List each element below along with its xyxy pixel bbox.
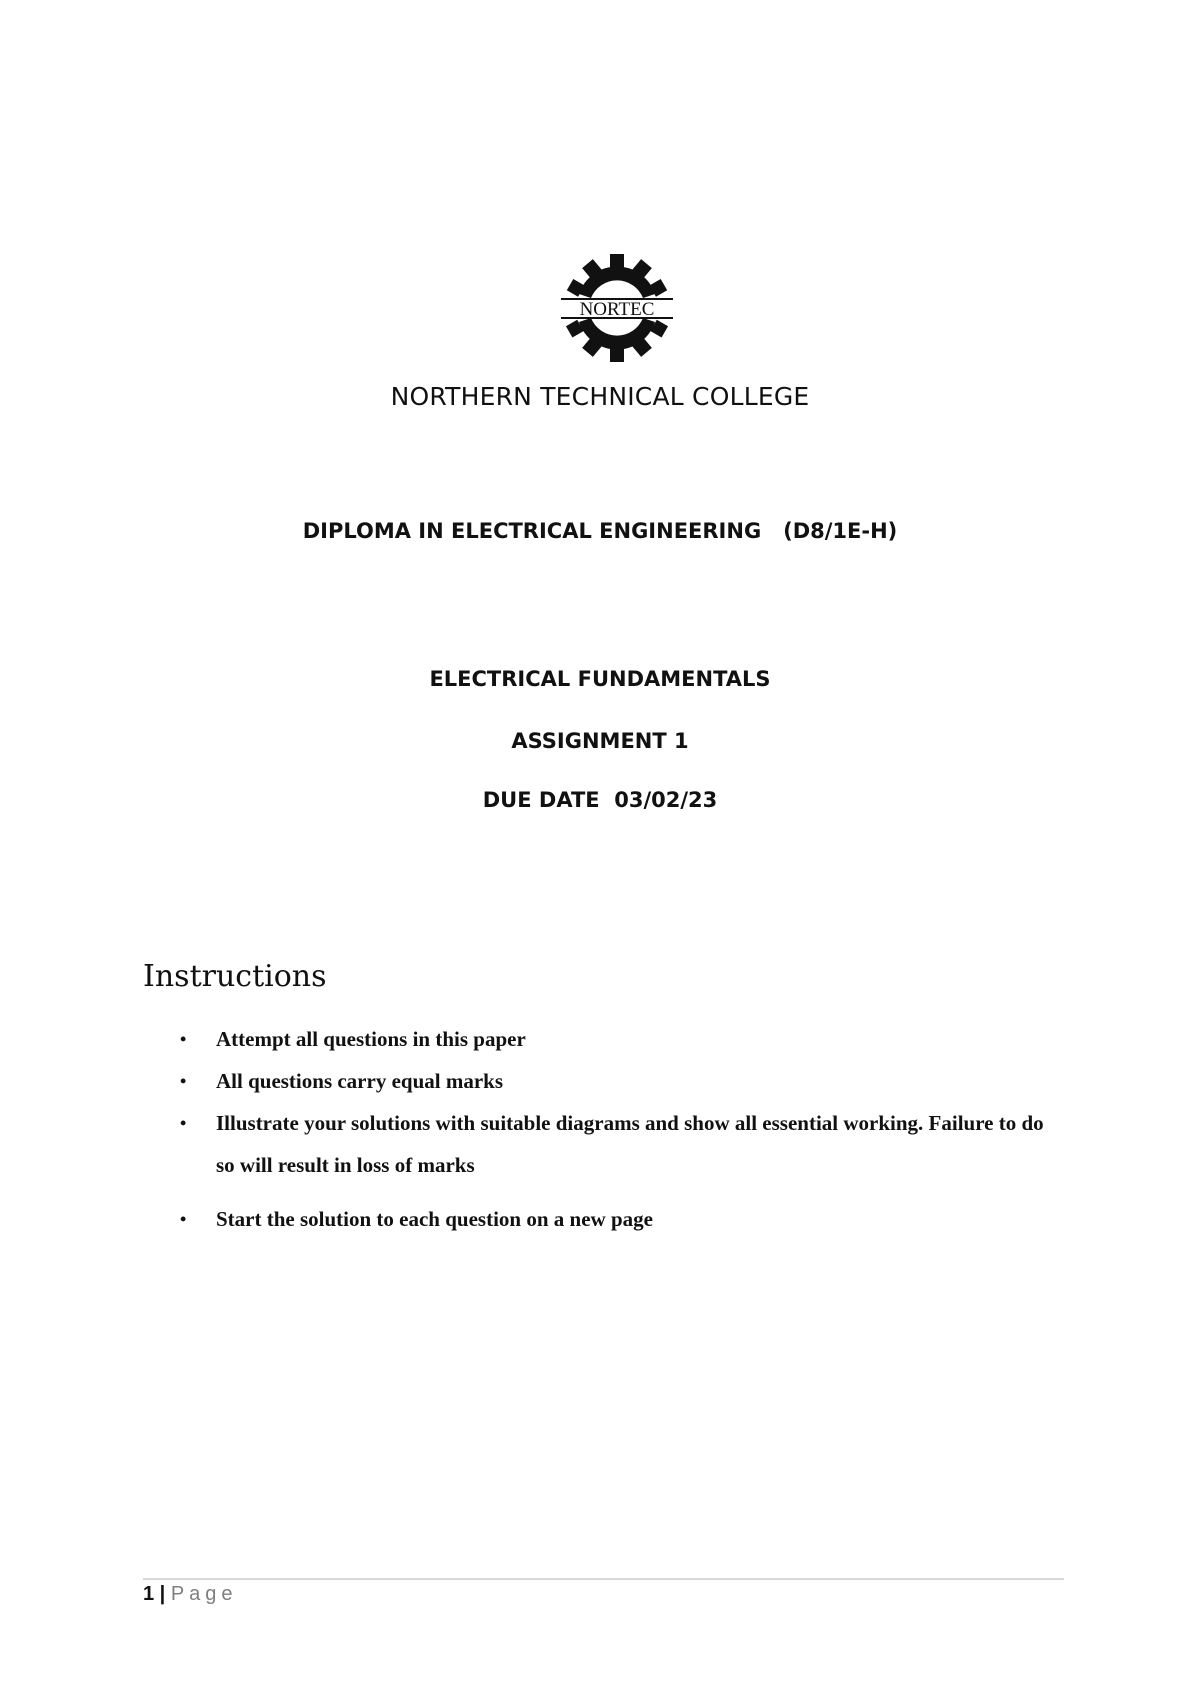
- diploma-title: DIPLOMA IN ELECTRICAL ENGINEERING (D8/1E-H): [302, 519, 898, 543]
- list-item: [0, 1018, 1200, 1060]
- assignment-title: ASSIGNMENT 1: [511, 729, 689, 753]
- instruction-list: [0, 1018, 1200, 1240]
- gear-logo-icon: [557, 252, 677, 364]
- instruction-text: Start the solution to each question on a new page: [216, 1207, 653, 1231]
- list-item: [0, 1198, 1200, 1240]
- page-label: Page: [170, 1583, 238, 1605]
- instructions-heading: Instructions: [143, 959, 327, 994]
- list-item: [0, 1102, 1200, 1186]
- list-item: [0, 1060, 1200, 1102]
- due-date: DUE DATE 03/02/23: [482, 788, 718, 812]
- bullet-icon: •: [180, 1209, 187, 1229]
- page-footer: [143, 1583, 238, 1606]
- instruction-text: Attempt all questions in this paper: [216, 1027, 526, 1051]
- instruction-text: Illustrate your solutions with suitable diagrams and show all essential working. Failure to do so will result in loss of marks: [216, 1111, 1044, 1177]
- page-number: 1: [143, 1583, 155, 1605]
- footer-divider: [143, 1578, 1064, 1580]
- college-logo: [557, 252, 677, 364]
- bullet-icon: •: [180, 1029, 187, 1049]
- subject-title: ELECTRICAL FUNDAMENTALS: [429, 667, 771, 691]
- college-name: NORTHERN TECHNICAL COLLEGE: [390, 382, 810, 411]
- bullet-icon: •: [180, 1071, 187, 1091]
- footer-separator: |: [154, 1583, 171, 1605]
- instruction-text: All questions carry equal marks: [216, 1069, 504, 1093]
- logo-text: NORTEC: [579, 299, 655, 320]
- bullet-icon: •: [180, 1113, 187, 1133]
